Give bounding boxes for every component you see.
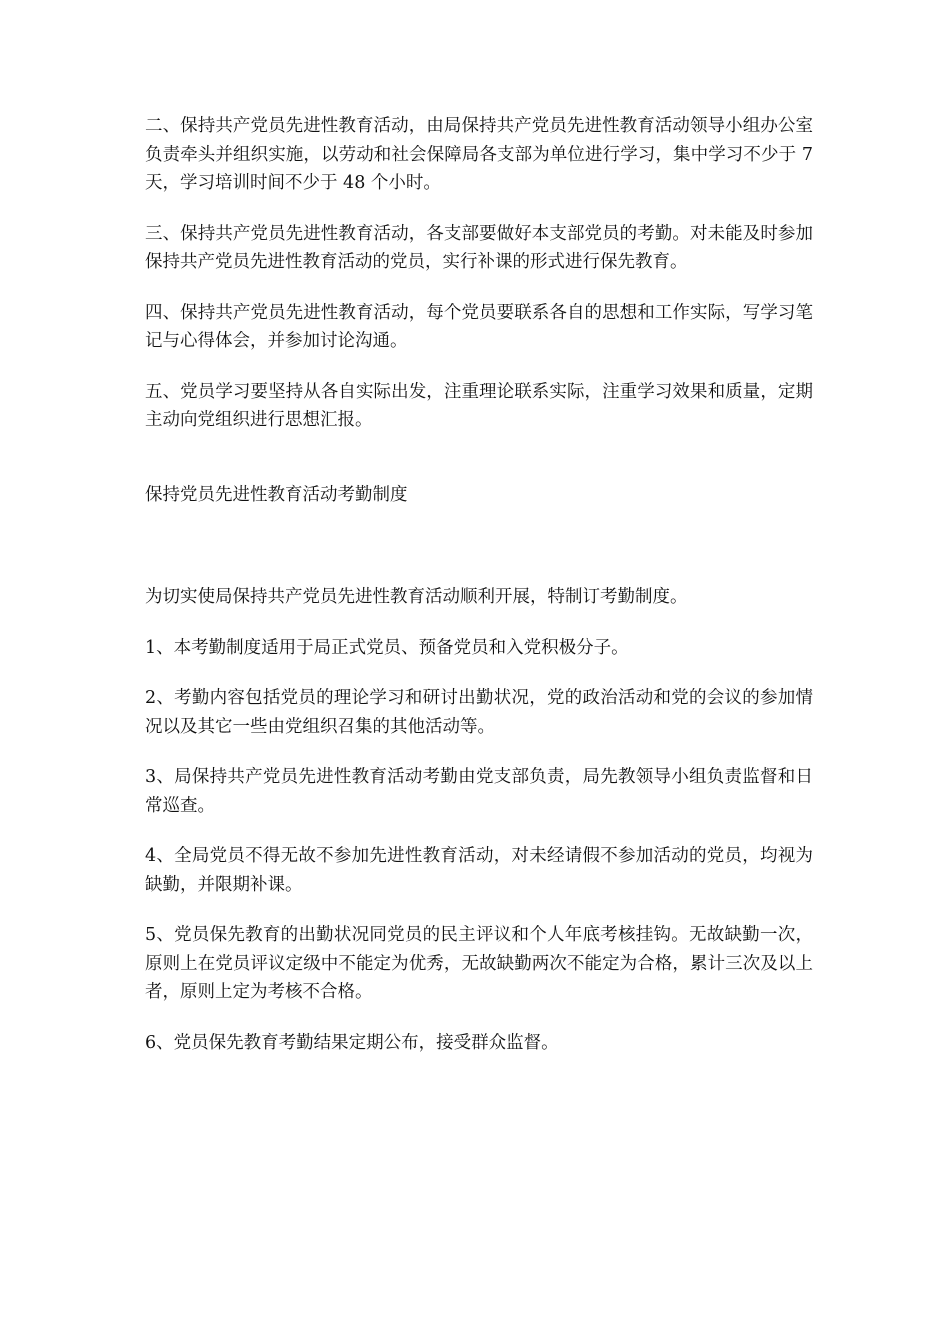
- document-page: [145, 112, 813, 1079]
- attendance-rule-1: 1、本考勤制度适用于局正式党员、预备党员和入党积极分子。: [145, 637, 629, 658]
- section-four-paragraph: 四、保持共产党员先进性教育活动，每个党员要联系各自的思想和工作实际，写学习笔记与心得体会，并参加讨论沟通。: [145, 302, 813, 351]
- section-two-paragraph: 二、保持共产党员先进性教育活动，由局保持共产党员先进性教育活动领导小组办公室负责牵头并组织实施，以劳动和社会保障局各支部为单位进行学习，集中学习不少于 7 天，学习培训时间不少于 48 个小时。: [145, 116, 813, 193]
- attendance-rules-title: 保持党员先进性教育活动考勤制度: [145, 484, 408, 505]
- attendance-rule-6: 6、党员保先教育考勤结果定期公布，接受群众监督。: [145, 1032, 559, 1053]
- attendance-rule-3: 3、局保持共产党员先进性教育活动考勤由党支部负责，局先教领导小组负责监督和日常巡查。: [145, 767, 813, 816]
- section-five-paragraph: 五、党员学习要坚持从各自实际出发，注重理论联系实际，注重学习效果和质量，定期主动向党组织进行思想汇报。: [145, 381, 813, 430]
- attendance-rule-5: 5、党员保先教育的出勤状况同党员的民主评议和个人年底考核挂钩。无故缺勤一次，原则上在党员评议定级中不能定为优秀，无故缺勤两次不能定为合格，累计三次及以上者，原则上定为考核不合格。: [145, 925, 813, 1002]
- attendance-rule-4: 4、全局党员不得无故不参加先进性教育活动，对未经请假不参加活动的党员，均视为缺勤，并限期补课。: [145, 846, 813, 895]
- section-three-paragraph: 三、保持共产党员先进性教育活动，各支部要做好本支部党员的考勤。对未能及时参加保持共产党员先进性教育活动的党员，实行补课的形式进行保先教育。: [145, 223, 813, 272]
- attendance-rule-2: 2、考勤内容包括党员的理论学习和研讨出勤状况，党的政治活动和党的会议的参加情况以及其它一些由党组织召集的其他活动等。: [145, 688, 813, 737]
- attendance-intro-paragraph: 为切实使局保持共产党员先进性教育活动顺利开展，特制订考勤制度。: [145, 587, 688, 607]
